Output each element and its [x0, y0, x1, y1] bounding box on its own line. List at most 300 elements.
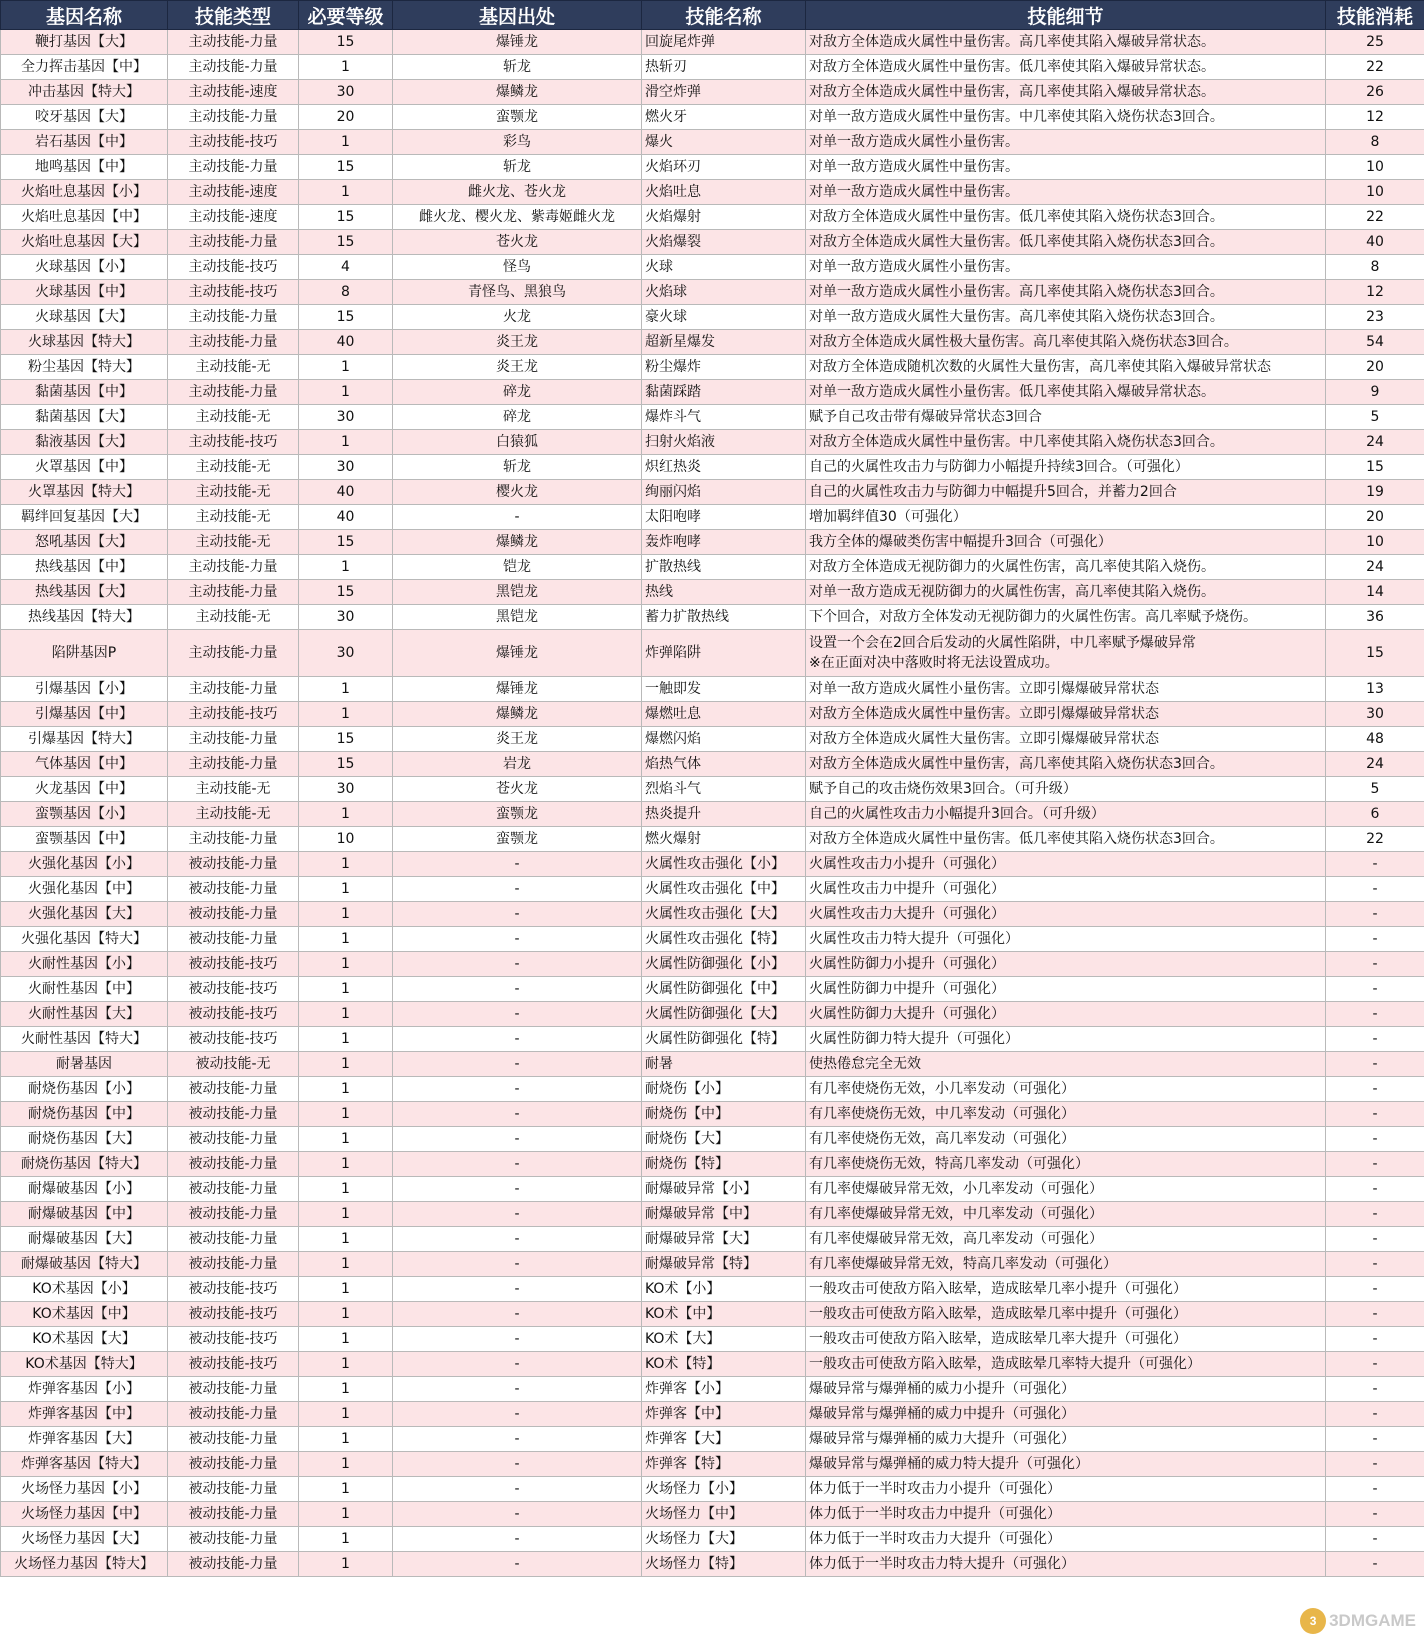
cell-skill-detail [806, 630, 1326, 677]
cell-gene-name: 黏菌基因【大】 [1, 405, 168, 430]
header-skill-name: 技能名称 [642, 1, 806, 30]
cell-required-level: 40 [299, 505, 393, 530]
table-row [1, 155, 1424, 180]
cell-skill-detail: 赋予自己的攻击烧伤效果3回合。（可升级） [806, 777, 1326, 802]
cell-gene-name: 热线基因【大】 [1, 580, 168, 605]
cell-gene-name: 耐暑基因 [1, 1052, 168, 1077]
cell-skill-name: 火球 [642, 255, 806, 280]
cell-skill-cost: 5 [1326, 405, 1424, 430]
cell-gene-name: 陷阱基因P [1, 630, 168, 677]
watermark-text: 3DMGAME [1329, 1611, 1416, 1630]
cell-skill-type: 被动技能-力量 [168, 1377, 299, 1402]
cell-required-level: 1 [299, 902, 393, 927]
cell-required-level: 30 [299, 80, 393, 105]
cell-gene-source: 樱火龙 [393, 480, 642, 505]
cell-required-level: 15 [299, 727, 393, 752]
cell-skill-cost: 40 [1326, 230, 1424, 255]
cell-skill-cost: - [1326, 977, 1424, 1002]
cell-skill-cost: - [1326, 927, 1424, 952]
cell-skill-name: 炸弹客【大】 [642, 1427, 806, 1452]
cell-gene-name: 耐爆破基因【大】 [1, 1227, 168, 1252]
cell-gene-source: - [393, 1227, 642, 1252]
cell-skill-detail: 对敌方全体造成火属性中量伤害。低几率使其陷入烧伤状态3回合。 [806, 827, 1326, 852]
table-row [1, 677, 1424, 702]
cell-required-level: 1 [299, 1227, 393, 1252]
cell-skill-type: 主动技能-速度 [168, 180, 299, 205]
table-row [1, 902, 1424, 927]
cell-skill-cost: 25 [1326, 30, 1424, 55]
table-row [1, 1302, 1424, 1327]
cell-skill-name: 爆燃吐息 [642, 702, 806, 727]
header-row [1, 1, 1424, 30]
cell-skill-type: 主动技能-技巧 [168, 130, 299, 155]
cell-skill-name: 耐爆破异常【特】 [642, 1252, 806, 1277]
cell-skill-cost: - [1326, 1377, 1424, 1402]
table-row [1, 1277, 1424, 1302]
cell-gene-name: 火场怪力基因【大】 [1, 1527, 168, 1552]
cell-skill-cost: - [1326, 952, 1424, 977]
cell-required-level: 15 [299, 230, 393, 255]
cell-required-level: 10 [299, 827, 393, 852]
table-row [1, 927, 1424, 952]
cell-skill-type: 被动技能-力量 [168, 877, 299, 902]
cell-skill-name: 回旋尾炸弹 [642, 30, 806, 55]
cell-skill-type: 被动技能-技巧 [168, 1327, 299, 1352]
cell-gene-name: 气体基因【中】 [1, 752, 168, 777]
cell-skill-cost: - [1326, 1527, 1424, 1552]
cell-skill-name: 火场怪力【小】 [642, 1477, 806, 1502]
cell-gene-name: 火球基因【大】 [1, 305, 168, 330]
cell-gene-name: 火焰吐息基因【大】 [1, 230, 168, 255]
cell-skill-detail: 一般攻击可使敌方陷入眩晕，造成眩晕几率大提升（可强化） [806, 1327, 1326, 1352]
table-row [1, 952, 1424, 977]
cell-skill-cost: - [1326, 1477, 1424, 1502]
cell-required-level: 1 [299, 1427, 393, 1452]
cell-gene-name: 耐爆破基因【特大】 [1, 1252, 168, 1277]
cell-skill-detail: 对单一敌方造成火属性小量伤害。立即引爆爆破异常状态 [806, 677, 1326, 702]
table-row [1, 405, 1424, 430]
skill-detail-note: ※在正面对决中落败时将无法设置成功。 [809, 655, 1059, 671]
cell-skill-detail: 对单一敌方造成火属性中量伤害。 [806, 155, 1326, 180]
cell-skill-cost: 13 [1326, 677, 1424, 702]
cell-skill-type: 主动技能-无 [168, 802, 299, 827]
table-row [1, 1152, 1424, 1177]
cell-skill-name: 扩散热线 [642, 555, 806, 580]
cell-gene-source: - [393, 1427, 642, 1452]
cell-required-level: 40 [299, 480, 393, 505]
cell-skill-type: 主动技能-力量 [168, 580, 299, 605]
cell-skill-cost: - [1326, 1102, 1424, 1127]
cell-skill-detail: 有几率使爆破异常无效，特高几率发动（可强化） [806, 1252, 1326, 1277]
cell-gene-name: KO术基因【大】 [1, 1327, 168, 1352]
watermark-logo-icon: 3 [1300, 1608, 1326, 1634]
cell-gene-name: 地鸣基因【中】 [1, 155, 168, 180]
table-row [1, 1052, 1424, 1077]
cell-gene-source: - [393, 952, 642, 977]
cell-skill-cost: - [1326, 1002, 1424, 1027]
cell-skill-name: 炸弹客【中】 [642, 1402, 806, 1427]
cell-gene-name: 火耐性基因【大】 [1, 1002, 168, 1027]
cell-gene-source: - [393, 1302, 642, 1327]
cell-skill-cost: 24 [1326, 555, 1424, 580]
cell-gene-source: 蛮颚龙 [393, 105, 642, 130]
cell-gene-name: KO术基因【中】 [1, 1302, 168, 1327]
cell-skill-name: 黏菌踩踏 [642, 380, 806, 405]
cell-required-level: 20 [299, 105, 393, 130]
cell-skill-name: 耐烧伤【大】 [642, 1127, 806, 1152]
cell-skill-cost: 10 [1326, 155, 1424, 180]
cell-skill-type: 主动技能-无 [168, 480, 299, 505]
table-row [1, 605, 1424, 630]
cell-skill-name: 太阳咆哮 [642, 505, 806, 530]
cell-gene-name: 炸弹客基因【特大】 [1, 1452, 168, 1477]
cell-gene-source: - [393, 1027, 642, 1052]
cell-skill-detail: 火属性防御力小提升（可强化） [806, 952, 1326, 977]
cell-gene-name: 火焰吐息基因【中】 [1, 205, 168, 230]
cell-skill-cost: - [1326, 1327, 1424, 1352]
table-row [1, 105, 1424, 130]
cell-skill-type: 主动技能-力量 [168, 555, 299, 580]
cell-required-level: 15 [299, 30, 393, 55]
cell-required-level: 15 [299, 155, 393, 180]
cell-skill-detail: 对单一敌方造成火属性小量伤害。高几率使其陷入烧伤状态3回合。 [806, 280, 1326, 305]
table-row [1, 630, 1424, 677]
cell-skill-detail: 爆破异常与爆弹桶的威力特大提升（可强化） [806, 1452, 1326, 1477]
cell-skill-type: 主动技能-技巧 [168, 280, 299, 305]
cell-gene-source: - [393, 1077, 642, 1102]
cell-gene-name: 火强化基因【小】 [1, 852, 168, 877]
cell-skill-type: 主动技能-无 [168, 455, 299, 480]
cell-skill-type: 被动技能-力量 [168, 1177, 299, 1202]
cell-skill-cost: 15 [1326, 455, 1424, 480]
cell-required-level: 1 [299, 1352, 393, 1377]
table-row [1, 727, 1424, 752]
cell-skill-type: 主动技能-速度 [168, 80, 299, 105]
cell-skill-name: 一触即发 [642, 677, 806, 702]
header-skill-cost: 技能消耗 [1326, 1, 1424, 30]
cell-gene-name: 炸弹客基因【小】 [1, 1377, 168, 1402]
cell-skill-name: 耐爆破异常【大】 [642, 1227, 806, 1252]
table-row [1, 1527, 1424, 1552]
cell-gene-name: KO术基因【小】 [1, 1277, 168, 1302]
cell-skill-name: 火属性防御强化【中】 [642, 977, 806, 1002]
cell-skill-name: 火属性防御强化【小】 [642, 952, 806, 977]
cell-skill-detail: 对敌方全体造成火属性中量伤害。高几率使其陷入爆破异常状态。 [806, 30, 1326, 55]
cell-skill-detail: 对敌方全体造成火属性中量伤害。中几率使其陷入烧伤状态3回合。 [806, 430, 1326, 455]
cell-skill-type: 被动技能-力量 [168, 927, 299, 952]
cell-gene-name: 火强化基因【中】 [1, 877, 168, 902]
cell-gene-name: 鞭打基因【大】 [1, 30, 168, 55]
cell-skill-detail: 体力低于一半时攻击力小提升（可强化） [806, 1477, 1326, 1502]
cell-required-level: 1 [299, 1177, 393, 1202]
table-row [1, 977, 1424, 1002]
cell-skill-detail: 对敌方全体造成火属性极大量伤害。高几率使其陷入烧伤状态3回合。 [806, 330, 1326, 355]
cell-skill-cost: - [1326, 1202, 1424, 1227]
table-row [1, 1352, 1424, 1377]
cell-skill-type: 被动技能-技巧 [168, 1352, 299, 1377]
table-row [1, 205, 1424, 230]
cell-gene-name: 岩石基因【中】 [1, 130, 168, 155]
cell-skill-type: 主动技能-力量 [168, 630, 299, 677]
cell-required-level: 30 [299, 405, 393, 430]
table-row [1, 877, 1424, 902]
cell-gene-name: 热线基因【中】 [1, 555, 168, 580]
cell-required-level: 1 [299, 927, 393, 952]
cell-skill-name: 热斩刃 [642, 55, 806, 80]
cell-required-level: 1 [299, 1477, 393, 1502]
table-row [1, 1202, 1424, 1227]
table-row [1, 1002, 1424, 1027]
table-row [1, 380, 1424, 405]
cell-required-level: 30 [299, 777, 393, 802]
cell-skill-cost: - [1326, 902, 1424, 927]
skill-detail-line: 设置一个会在2回合后发动的火属性陷阱，中几率赋予爆破异常 [809, 635, 1196, 651]
cell-required-level: 1 [299, 430, 393, 455]
table-row [1, 530, 1424, 555]
cell-gene-name: 耐烧伤基因【大】 [1, 1127, 168, 1152]
cell-skill-type: 被动技能-力量 [168, 1452, 299, 1477]
cell-required-level: 1 [299, 1027, 393, 1052]
cell-skill-cost: - [1326, 1502, 1424, 1527]
cell-gene-source: 怪鸟 [393, 255, 642, 280]
cell-required-level: 1 [299, 355, 393, 380]
table-row [1, 1502, 1424, 1527]
cell-skill-detail: 对敌方全体造成火属性大量伤害。立即引爆爆破异常状态 [806, 727, 1326, 752]
cell-skill-name: 燃火爆射 [642, 827, 806, 852]
cell-gene-source: - [393, 1252, 642, 1277]
cell-gene-source: 碎龙 [393, 380, 642, 405]
cell-required-level: 1 [299, 1002, 393, 1027]
cell-required-level: 1 [299, 1377, 393, 1402]
cell-skill-cost: - [1326, 852, 1424, 877]
table-row [1, 802, 1424, 827]
table-row [1, 1552, 1424, 1577]
cell-required-level: 1 [299, 1402, 393, 1427]
header-skill-detail: 技能细节 [806, 1, 1326, 30]
cell-gene-name: 火耐性基因【小】 [1, 952, 168, 977]
cell-gene-source: - [393, 977, 642, 1002]
cell-skill-detail: 对单一敌方造成火属性小量伤害。 [806, 255, 1326, 280]
cell-required-level: 1 [299, 702, 393, 727]
cell-skill-cost: - [1326, 1277, 1424, 1302]
table-row [1, 1327, 1424, 1352]
cell-skill-type: 主动技能-力量 [168, 380, 299, 405]
cell-skill-name: 焰热气体 [642, 752, 806, 777]
cell-skill-type: 被动技能-技巧 [168, 1302, 299, 1327]
cell-skill-name: 耐爆破异常【小】 [642, 1177, 806, 1202]
cell-skill-cost: 22 [1326, 827, 1424, 852]
cell-skill-type: 被动技能-力量 [168, 1202, 299, 1227]
cell-gene-source: - [393, 1152, 642, 1177]
cell-gene-source: 蛮颚龙 [393, 802, 642, 827]
table-row [1, 255, 1424, 280]
cell-skill-detail: 一般攻击可使敌方陷入眩晕，造成眩晕几率小提升（可强化） [806, 1277, 1326, 1302]
cell-skill-detail: 有几率使爆破异常无效，高几率发动（可强化） [806, 1227, 1326, 1252]
cell-skill-name: 炸弹客【特】 [642, 1452, 806, 1477]
cell-skill-detail: 一般攻击可使敌方陷入眩晕，造成眩晕几率特大提升（可强化） [806, 1352, 1326, 1377]
cell-skill-type: 被动技能-技巧 [168, 1002, 299, 1027]
table-row [1, 305, 1424, 330]
cell-skill-detail: 对敌方全体造成火属性中量伤害，高几率使其陷入爆破异常状态。 [806, 80, 1326, 105]
cell-skill-name: 蓄力扩散热线 [642, 605, 806, 630]
cell-gene-name: 耐爆破基因【中】 [1, 1202, 168, 1227]
cell-skill-cost: 8 [1326, 130, 1424, 155]
cell-gene-name: 火耐性基因【特大】 [1, 1027, 168, 1052]
cell-gene-name: 热线基因【特大】 [1, 605, 168, 630]
cell-skill-type: 主动技能-技巧 [168, 430, 299, 455]
cell-skill-name: KO术【中】 [642, 1302, 806, 1327]
cell-skill-detail: 爆破异常与爆弹桶的威力大提升（可强化） [806, 1427, 1326, 1452]
cell-gene-source: 铠龙 [393, 555, 642, 580]
cell-skill-type: 主动技能-无 [168, 505, 299, 530]
cell-skill-detail: 有几率使烧伤无效，特高几率发动（可强化） [806, 1152, 1326, 1177]
cell-gene-source: 雌火龙、樱火龙、紫毒姬雌火龙 [393, 205, 642, 230]
cell-gene-name: 黏液基因【大】 [1, 430, 168, 455]
cell-skill-cost: - [1326, 1452, 1424, 1477]
table-row [1, 280, 1424, 305]
cell-required-level: 1 [299, 1452, 393, 1477]
cell-required-level: 1 [299, 1127, 393, 1152]
cell-gene-source: - [393, 1552, 642, 1577]
cell-skill-detail: 对单一敌方造成火属性中量伤害。中几率使其陷入烧伤状态3回合。 [806, 105, 1326, 130]
table-row [1, 1227, 1424, 1252]
cell-gene-source: - [393, 877, 642, 902]
cell-skill-type: 主动技能-无 [168, 405, 299, 430]
cell-gene-source: - [393, 1477, 642, 1502]
cell-gene-source: 斩龙 [393, 455, 642, 480]
cell-required-level: 1 [299, 1302, 393, 1327]
cell-skill-name: 火属性攻击强化【小】 [642, 852, 806, 877]
cell-skill-cost: - [1326, 1177, 1424, 1202]
cell-skill-name: 火焰爆裂 [642, 230, 806, 255]
cell-skill-cost: 24 [1326, 430, 1424, 455]
cell-skill-cost: 23 [1326, 305, 1424, 330]
cell-gene-source: 斩龙 [393, 155, 642, 180]
cell-skill-type: 主动技能-力量 [168, 105, 299, 130]
cell-skill-name: 爆燃闪焰 [642, 727, 806, 752]
cell-required-level: 1 [299, 1527, 393, 1552]
cell-skill-type: 主动技能-力量 [168, 727, 299, 752]
cell-gene-name: 蛮颚基因【中】 [1, 827, 168, 852]
cell-gene-source: - [393, 1452, 642, 1477]
table-row [1, 455, 1424, 480]
cell-gene-source: 青怪鸟、黑狼鸟 [393, 280, 642, 305]
cell-skill-type: 被动技能-力量 [168, 1477, 299, 1502]
cell-skill-name: 耐烧伤【中】 [642, 1102, 806, 1127]
cell-skill-detail: 对敌方全体造成无视防御力的火属性伤害，高几率使其陷入烧伤。 [806, 555, 1326, 580]
cell-required-level: 1 [299, 1052, 393, 1077]
cell-skill-name: 热线 [642, 580, 806, 605]
cell-skill-cost: 19 [1326, 480, 1424, 505]
cell-skill-name: 火场怪力【中】 [642, 1502, 806, 1527]
table-row [1, 130, 1424, 155]
cell-gene-source: 斩龙 [393, 55, 642, 80]
cell-gene-name: 粉尘基因【特大】 [1, 355, 168, 380]
cell-skill-name: 火属性攻击强化【大】 [642, 902, 806, 927]
cell-skill-name: 火场怪力【特】 [642, 1552, 806, 1577]
cell-skill-type: 主动技能-力量 [168, 55, 299, 80]
table-row [1, 1027, 1424, 1052]
cell-required-level: 1 [299, 1327, 393, 1352]
cell-skill-name: 耐烧伤【小】 [642, 1077, 806, 1102]
cell-skill-cost: - [1326, 1152, 1424, 1177]
cell-gene-name: 全力挥击基因【中】 [1, 55, 168, 80]
cell-skill-detail: 自己的火属性攻击力与防御力小幅提升持续3回合。（可强化） [806, 455, 1326, 480]
cell-gene-name: 引爆基因【小】 [1, 677, 168, 702]
cell-skill-type: 主动技能-力量 [168, 30, 299, 55]
cell-gene-name: 火罩基因【中】 [1, 455, 168, 480]
cell-required-level: 1 [299, 677, 393, 702]
cell-skill-name: 火场怪力【大】 [642, 1527, 806, 1552]
cell-required-level: 30 [299, 605, 393, 630]
table-row [1, 355, 1424, 380]
table-row [1, 480, 1424, 505]
cell-gene-source: 岩龙 [393, 752, 642, 777]
cell-skill-detail: 对单一敌方造成火属性中量伤害。 [806, 180, 1326, 205]
cell-skill-cost: - [1326, 1427, 1424, 1452]
cell-gene-source: - [393, 1102, 642, 1127]
cell-gene-name: 耐烧伤基因【小】 [1, 1077, 168, 1102]
cell-skill-detail: 有几率使爆破异常无效，中几率发动（可强化） [806, 1202, 1326, 1227]
cell-skill-detail: 火属性攻击力中提升（可强化） [806, 877, 1326, 902]
cell-gene-name: 火罩基因【特大】 [1, 480, 168, 505]
cell-gene-source: - [393, 927, 642, 952]
cell-skill-type: 被动技能-技巧 [168, 1277, 299, 1302]
cell-required-level: 1 [299, 180, 393, 205]
cell-required-level: 1 [299, 1202, 393, 1227]
cell-skill-detail: 火属性防御力中提升（可强化） [806, 977, 1326, 1002]
cell-gene-name: 怒吼基因【大】 [1, 530, 168, 555]
cell-gene-name: 炸弹客基因【大】 [1, 1427, 168, 1452]
cell-skill-cost: - [1326, 1052, 1424, 1077]
cell-gene-source: 爆鳞龙 [393, 702, 642, 727]
cell-skill-detail: 对敌方全体造成火属性大量伤害。低几率使其陷入烧伤状态3回合。 [806, 230, 1326, 255]
cell-required-level: 1 [299, 1502, 393, 1527]
cell-skill-cost: 15 [1326, 630, 1424, 677]
cell-skill-detail: 对敌方全体造成随机次数的火属性大量伤害，高几率使其陷入爆破异常状态 [806, 355, 1326, 380]
cell-required-level: 4 [299, 255, 393, 280]
table-row [1, 30, 1424, 55]
cell-skill-detail: 对单一敌方造成火属性大量伤害。高几率使其陷入烧伤状态3回合。 [806, 305, 1326, 330]
cell-gene-source: 爆鳞龙 [393, 530, 642, 555]
cell-skill-detail: 体力低于一半时攻击力特大提升（可强化） [806, 1552, 1326, 1577]
cell-skill-type: 被动技能-力量 [168, 1527, 299, 1552]
table-row [1, 827, 1424, 852]
cell-skill-cost: 10 [1326, 180, 1424, 205]
table-row [1, 505, 1424, 530]
cell-skill-name: 绚丽闪焰 [642, 480, 806, 505]
cell-skill-detail: 有几率使爆破异常无效，小几率发动（可强化） [806, 1177, 1326, 1202]
cell-skill-name: 火属性攻击强化【中】 [642, 877, 806, 902]
cell-skill-detail: 有几率使烧伤无效，小几率发动（可强化） [806, 1077, 1326, 1102]
table-row [1, 330, 1424, 355]
cell-skill-cost: - [1326, 1227, 1424, 1252]
cell-gene-source: - [393, 1202, 642, 1227]
watermark [1300, 1608, 1416, 1634]
cell-skill-detail: 对敌方全体造成火属性中量伤害。低几率使其陷入烧伤状态3回合。 [806, 205, 1326, 230]
cell-required-level: 1 [299, 1277, 393, 1302]
cell-skill-type: 被动技能-力量 [168, 1252, 299, 1277]
cell-skill-type: 被动技能-无 [168, 1052, 299, 1077]
cell-skill-name: 火属性防御强化【大】 [642, 1002, 806, 1027]
cell-skill-type: 主动技能-力量 [168, 230, 299, 255]
cell-gene-source: 炎王龙 [393, 355, 642, 380]
cell-gene-source: 彩鸟 [393, 130, 642, 155]
cell-skill-name: 耐暑 [642, 1052, 806, 1077]
cell-required-level: 1 [299, 380, 393, 405]
cell-gene-name: 火耐性基因【中】 [1, 977, 168, 1002]
cell-skill-name: 火焰环刃 [642, 155, 806, 180]
